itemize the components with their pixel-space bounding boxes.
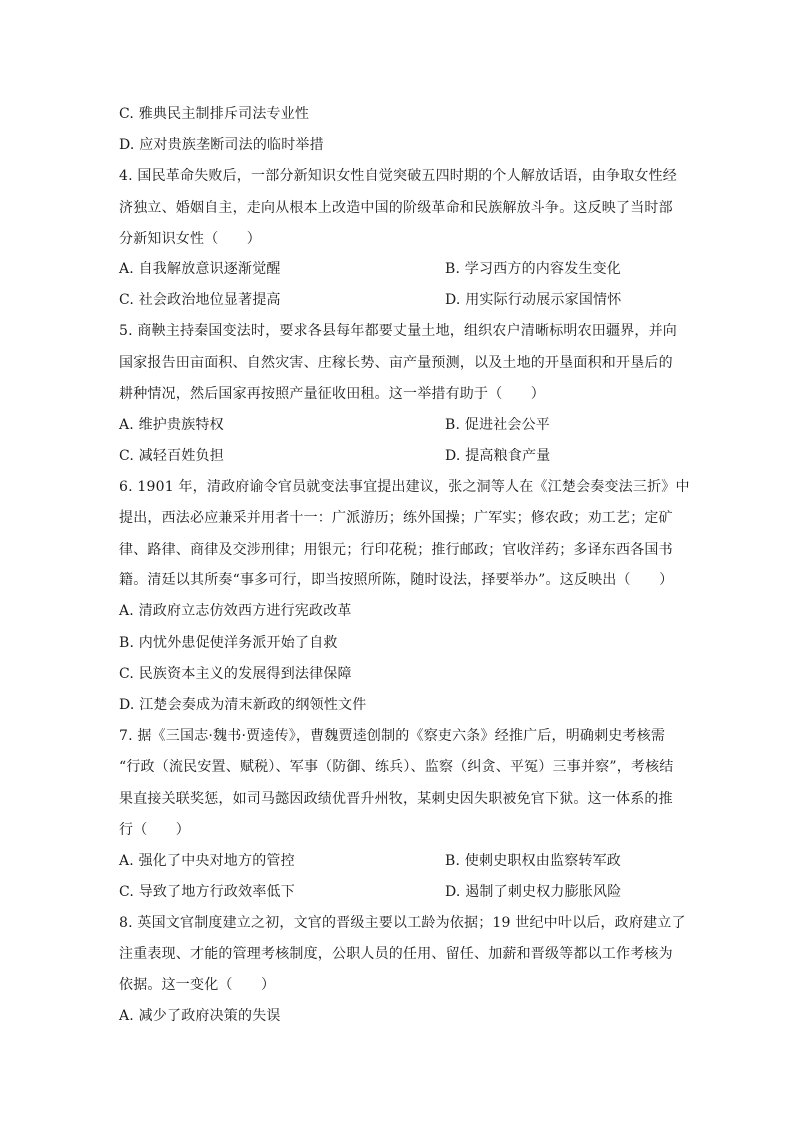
q7-option-b: B. 使刺史职权由监察转军政	[445, 853, 621, 869]
q4-option-c: C. 社会政治地位显著提高	[119, 292, 281, 308]
q8-stem-line-1: 8. 英国文官制度建立之初，文官的晋级主要以工龄为依据；19 世纪中叶以后，政府建立了	[119, 915, 686, 931]
q6-option-c: C. 民族资本主义的发展得到法律保障	[119, 666, 352, 682]
q5-stem-line-1: 5. 商鞅主持秦国变法时，要求各县每年都要丈量土地，组织农户清晰标明农田疆界，并向	[119, 323, 678, 339]
q4-stem-line-3: 分新知识女性（ ）	[119, 231, 261, 247]
q7-stem-line-2: “行政（流民安置、赋税）、军事（防御、练兵）、监察（纠贪、平冤）三事并察”，考核结	[119, 759, 674, 775]
q8-stem-line-3: 依据。这一变化（ ）	[119, 977, 276, 993]
q5-stem-line-3: 耕种情况，然后国家再按照产量征收田租。这一举措有助于（ ）	[119, 386, 545, 402]
q6-option-b: B. 内忧外患促使洋务派开始了自救	[119, 635, 338, 651]
q4-option-b: B. 学习西方的内容发生变化	[445, 261, 621, 277]
q3-option-d: D. 应对贵族垄断司法的临时举措	[119, 137, 324, 153]
q7-option-d: D. 遏制了刺史权力膨胀风险	[445, 884, 622, 900]
q4-option-a: A. 自我解放意识逐渐觉醒	[119, 261, 281, 277]
q7-stem-line-1: 7. 据《三国志·魏书·贾逵传》，曹魏贾逵创制的《察吏六条》经推广后，明确刺史考核需	[119, 728, 666, 744]
q6-stem-line-1: 6. 1901 年，清政府谕令官员就变法事宜提出建议，张之洞等人在《江楚会奏变法三折》中	[119, 479, 690, 495]
q5-option-a: A. 维护贵族特权	[119, 417, 224, 433]
q8-option-a: A. 减少了政府决策的失误	[119, 1008, 281, 1024]
q6-stem-line-4: 籍。清廷以其所奏“事多可行，即当按照所陈，随时设法，择要举办”。这反映出（ ）	[119, 572, 674, 588]
q5-option-b: B. 促进社会公平	[445, 417, 550, 433]
q7-stem-line-3: 果直接关联奖惩，如司马懿因政绩优晋升州牧，某刺史因失职被免官下狱。这一体系的推	[119, 791, 673, 807]
q4-stem-line-2: 济独立、婚姻自主，走向从根本上改造中国的阶级革命和民族解放斗争。这反映了当时部	[119, 200, 673, 216]
q6-stem-line-3: 律、路律、商律及交涉刑律；用银元；行印花税；推行邮政；官收洋药；多译东西各国书	[119, 542, 673, 558]
q6-stem-line-2: 提出，西法必应兼采并用者十一：广派游历；练外国操；广军实；修农政；劝工艺；定矿	[119, 510, 673, 526]
q4-stem-line-1: 4. 国民革命失败后，一部分新知识女性自觉突破五四时期的个人解放话语，由争取女性经	[119, 168, 678, 184]
q5-option-d: D. 提高粮食产量	[445, 448, 551, 464]
q7-option-c: C. 导致了地方行政效率低下	[119, 884, 295, 900]
q5-option-c: C. 减轻百姓负担	[119, 448, 224, 464]
q8-stem-line-2: 注重表现、才能的管理考核制度，公职人员的任用、留任、加薪和晋级等都以工作考核为	[119, 946, 673, 962]
q7-stem-line-4: 行（ ）	[119, 822, 190, 838]
q4-option-d: D. 用实际行动展示家国情怀	[445, 292, 622, 308]
q6-option-a: A. 清政府立志仿效西方进行宪政改革	[119, 603, 352, 619]
q6-option-d: D. 江楚会奏成为清末新政的纲领性文件	[119, 697, 367, 713]
q3-option-c: C. 雅典民主制排斥司法专业性	[119, 106, 310, 122]
q5-stem-line-2: 国家报告田亩面积、自然灾害、庄稼长势、亩产量预测，以及土地的开垦面积和开垦后的	[119, 355, 673, 371]
q7-option-a: A. 强化了中央对地方的管控	[119, 853, 295, 869]
